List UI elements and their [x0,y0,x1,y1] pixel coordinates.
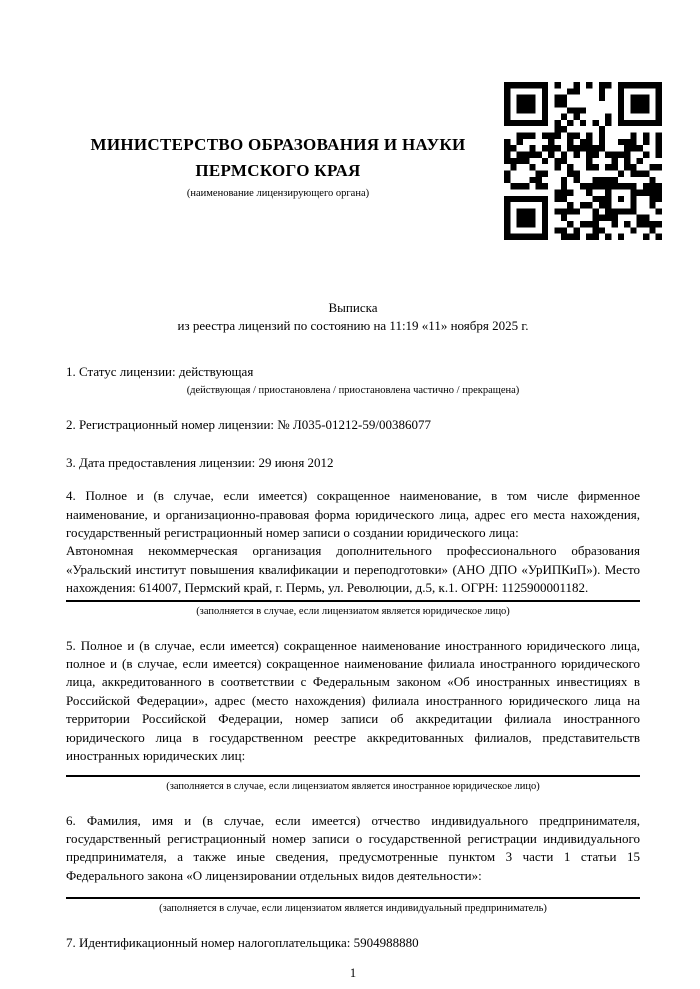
qr-code [504,82,662,240]
foreign-entity-text: 5. Полное и (в случае, если имеется) сокращенное наименование иностранного юридического лица, полное и (в случае, если имеется) сокращенное наименование филиала иностранного юридического лица, аккредитованного в соответствии с Федеральным законом «Об иностранных инвестициях в Российской Федерации», адрес (место нахождения) филиала иностранного юридического лица на территории Российской Федерации, номер записи об аккредитации филиала иностранного юридического лица в государственном реестре аккредитованных филиалов, представительств иностранных юридических лиц: [66,637,640,764]
registration-number-text: 2. Регистрационный номер лицензии: № Л035-01212-59/00386077 [66,417,432,433]
taxpayer-number-text: 7. Идентификационный номер налогоплательщика: 5904988880 [66,935,419,951]
foreign-entity-item [66,637,640,793]
licensing-authority-header [66,132,490,199]
separator-rule [66,897,640,899]
page-number: 1 [349,965,357,980]
license-date-item [66,454,640,472]
legal-entity-text: 4. Полное и (в случае, если имеется) сокращенное наименование, в том числе фирменное наименование, и организационно-правовая форма юридического лица, адрес его места нахождения, государственный регистрационный номер записи о создании юридического лица: [66,488,640,541]
registration-number-item [66,416,640,434]
license-status-caption: (действующая / приостановлена / приостановлена частично / прекращена) [186,385,520,397]
license-status-text: 1. Статус лицензии: действующая [66,364,254,379]
taxpayer-number-item [66,934,640,952]
entrepreneur-text: 6. Фамилия, имя и (в случае, если имеется) отчество индивидуального предпринимателя, государственный регистрационный номер записи о государственной регистрации индивидуального предпринимателя, а также иные сведения, предусмотренные пунктом 3 части 1 статьи 15 Федерального закона «О лицензировании отдельных видов деятельности»: [66,812,640,883]
entrepreneur-caption: (заполняется в случае, если лицензиатом является индивидуальный предприниматель) [159,903,547,915]
license-status-item [66,363,640,397]
document-title-block [66,299,640,334]
separator-rule [66,600,640,602]
legal-entity-value: Автономная некоммерческая организация дополнительного профессионального образования «Уральский институт повышения квалификации и переподготовки» (АНО ДПО «УрИПКиП»). Место нахождения: 614007, Пермский край, г. Пермь, ул. Революции, д.5, к.1. ОГРН: 1125900001182. [66,543,640,596]
ministry-name-line1: МИНИСТЕРСТВО ОБРАЗОВАНИЯ И НАУКИ [90,135,466,154]
ministry-caption: (наименование лицензирующего органа) [186,188,370,199]
separator-rule [66,775,640,777]
foreign-entity-caption: (заполняется в случае, если лицензиатом является иностранное юридическое лицо) [166,780,540,792]
ministry-name-line2: ПЕРМСКОГО КРАЯ [195,161,361,180]
entrepreneur-item [66,812,640,916]
document-subtitle: из реестра лицензий по состоянию на 11:19 «11» ноября 2025 г. [177,317,529,333]
document-title: Выписка [328,300,378,315]
license-date-text: 3. Дата предоставления лицензии: 29 июня 2012 [66,454,334,470]
legal-entity-caption: (заполняется в случае, если лицензиатом является юридическое лицо) [196,605,510,617]
legal-entity-item [66,487,640,617]
